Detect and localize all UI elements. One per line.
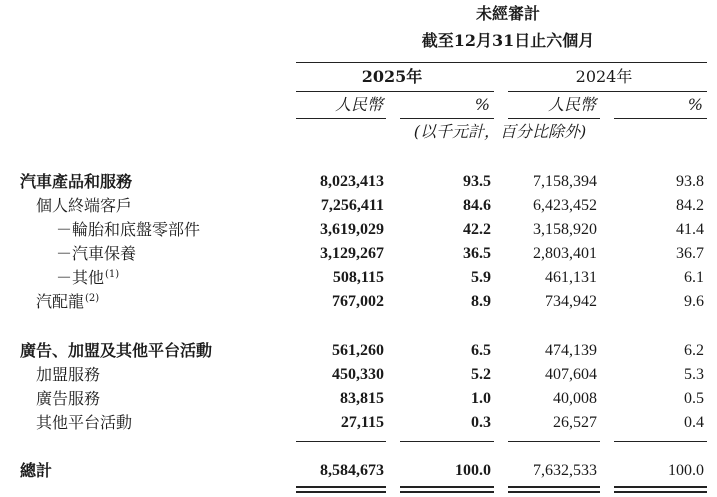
value-2024: 3,158,920 <box>533 221 597 238</box>
total-double-rule <box>508 491 600 493</box>
value-2025: 8,023,413 <box>320 173 384 190</box>
row-label-text: 汽配龍 <box>36 292 85 311</box>
footnote-marker: (1) <box>105 269 120 280</box>
total-value-2025: 8,584,673 <box>320 462 384 479</box>
row-label: 個人終端客戶 <box>36 196 133 215</box>
pct-2025: 84.6 <box>463 197 491 214</box>
row-label: －輪胎和底盤零部件 <box>56 220 201 239</box>
pct-2024: 0.5 <box>684 390 704 407</box>
pct-2025-rule <box>400 118 494 119</box>
value-2025: 3,619,029 <box>320 221 384 238</box>
col-pct-2024: % <box>687 95 703 114</box>
footnote-marker: (2) <box>85 293 100 304</box>
total-double-rule <box>508 486 600 488</box>
value-2024: 407,604 <box>545 366 597 383</box>
total-pct-2024: 100.0 <box>668 462 704 479</box>
col-year-2024: 2024年 <box>575 67 633 86</box>
value-2024: 461,131 <box>545 269 597 286</box>
row-label-text: －其他 <box>56 268 105 287</box>
value-2024: 7,158,394 <box>533 173 597 190</box>
pct-2024: 41.4 <box>676 221 704 238</box>
total-double-rule <box>400 491 494 493</box>
value-2025: 561,260 <box>332 342 384 359</box>
row-label <box>56 270 119 286</box>
pct-2024: 9.6 <box>684 293 704 310</box>
total-pct-2025: 100.0 <box>455 462 491 479</box>
subtotal-rule <box>296 441 386 442</box>
pct-2025: 0.3 <box>471 414 491 431</box>
subtotal-rule <box>400 441 494 442</box>
pct-2024: 84.2 <box>676 197 704 214</box>
row-label <box>36 294 99 310</box>
pct-2025: 36.5 <box>463 245 491 262</box>
total-double-rule <box>614 491 707 493</box>
pct-2024: 36.7 <box>676 245 704 262</box>
value-2024: 26,527 <box>553 414 597 431</box>
header-rule <box>296 62 707 63</box>
value-2025: 450,330 <box>332 366 384 383</box>
row-label: 廣告、加盟及其他平台活動 <box>20 341 213 360</box>
total-double-rule <box>296 486 386 488</box>
col-year-2025: 2025年 <box>361 67 423 86</box>
value-2024: 2,803,401 <box>533 245 597 262</box>
row-label: 汽車產品和服務 <box>20 172 133 191</box>
value-2024: 40,008 <box>553 390 597 407</box>
col-rmb-2024: 人民幣 <box>547 95 596 114</box>
value-2025: 508,115 <box>332 269 384 286</box>
year-2025-rule <box>296 91 494 92</box>
pct-2024: 5.3 <box>684 366 704 383</box>
col-pct-2025: % <box>474 95 490 114</box>
header-unaudited: 未經審計 <box>475 4 541 23</box>
value-2025: 3,129,267 <box>320 245 384 262</box>
pct-2024: 6.1 <box>684 269 704 286</box>
pct-2024: 6.2 <box>684 342 704 359</box>
total-label: 總計 <box>20 461 53 480</box>
row-label: 加盟服務 <box>36 365 101 384</box>
subtotal-rule <box>508 441 600 442</box>
value-2025: 767,002 <box>332 293 384 310</box>
value-2025: 83,815 <box>340 390 384 407</box>
row-label: －汽車保養 <box>56 244 137 263</box>
pct-2025: 8.9 <box>471 293 491 310</box>
total-double-rule <box>400 486 494 488</box>
total-double-rule <box>296 491 386 493</box>
value-2024: 6,423,452 <box>533 197 597 214</box>
total-value-2024: 7,632,533 <box>533 462 597 479</box>
pct-2025: 42.2 <box>463 221 491 238</box>
pct-2025: 6.5 <box>471 342 491 359</box>
rmb-2025-rule <box>296 118 386 119</box>
value-2024: 734,942 <box>545 293 597 310</box>
pct-2025: 93.5 <box>463 173 491 190</box>
col-rmb-2025: 人民幣 <box>334 95 383 114</box>
value-2025: 7,256,411 <box>320 197 384 214</box>
row-label: 廣告服務 <box>36 389 101 408</box>
subtotal-rule <box>614 441 707 442</box>
pct-2024-rule <box>614 118 707 119</box>
pct-2025: 1.0 <box>471 390 491 407</box>
pct-2024: 0.4 <box>684 414 704 431</box>
total-double-rule <box>614 486 707 488</box>
header-period: 截至12月31日止六個月 <box>421 31 595 50</box>
rmb-2024-rule <box>508 118 600 119</box>
pct-2025: 5.2 <box>471 366 491 383</box>
row-label: 其他平台活動 <box>36 413 133 432</box>
year-2024-rule <box>508 91 707 92</box>
value-2024: 474,139 <box>545 342 597 359</box>
pct-2024: 93.8 <box>676 173 704 190</box>
units-note: (以千元計，百分比除外) <box>413 122 587 141</box>
pct-2025: 5.9 <box>471 269 491 286</box>
value-2025: 27,115 <box>340 414 384 431</box>
